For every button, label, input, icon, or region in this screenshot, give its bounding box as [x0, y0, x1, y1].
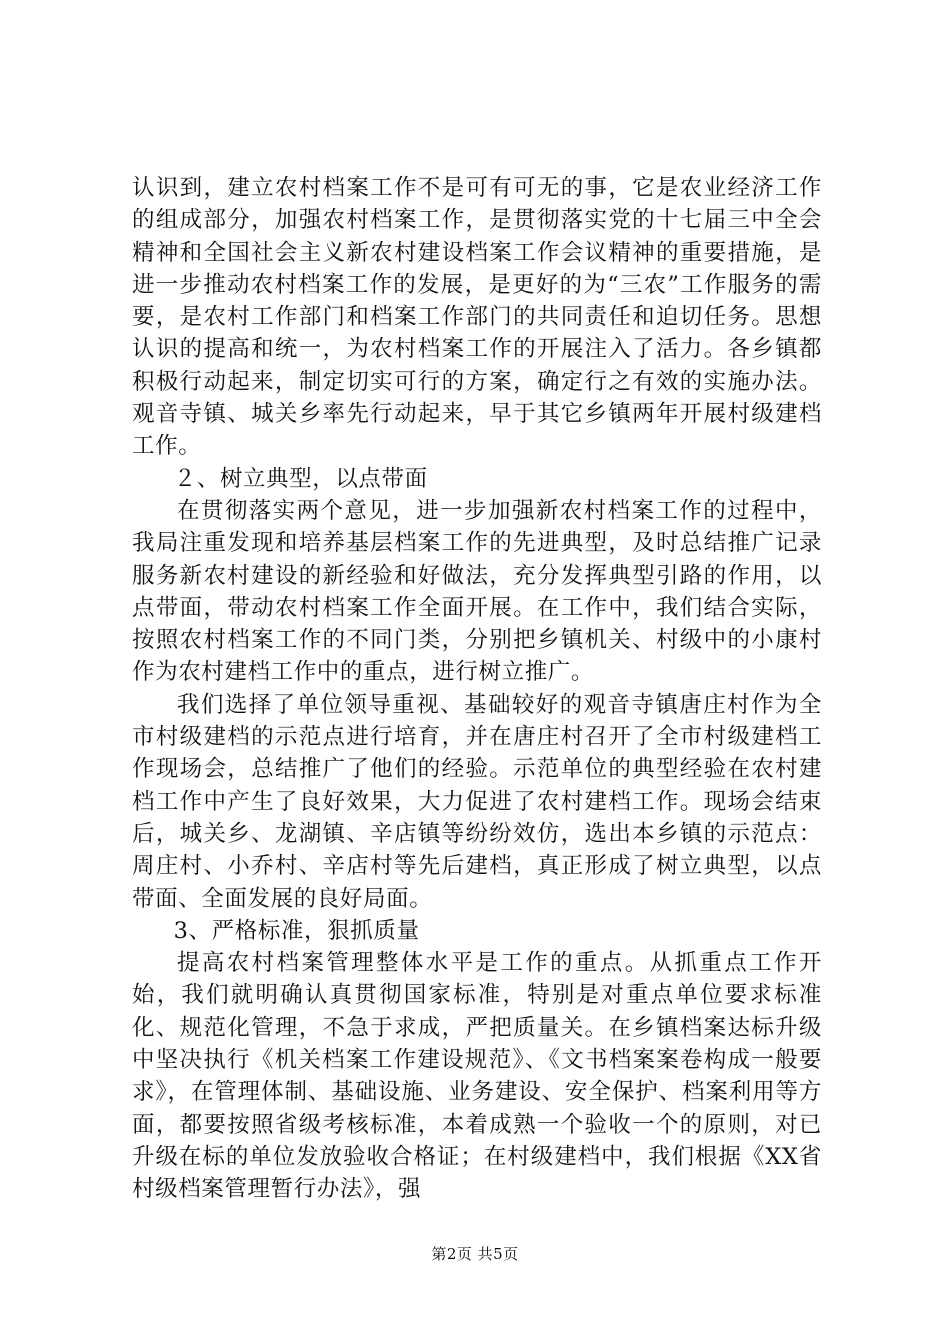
page-number-footer: 第2页 共5页	[431, 1245, 519, 1263]
document-body	[132, 172, 822, 1206]
paragraph-body: 我们选择了单位领导重视、基础较好的观音寺镇唐庄村作为全市村级建档的示范点进行培育，并在唐庄村召开了全市村级建档工作现场会，总结推广了他们的经验。示范单位的典型经验在农村建档工作中产生了良好效果，大力促进了农村建档工作。现场会结束后，城关乡、龙湖镇、辛店镇等纷纷效仿，选出本乡镇的示范点：周庄村、小乔村、辛店村等先后建档，真正形成了树立典型，以点带面、全面发展的良好局面。	[132, 691, 822, 912]
paragraph-body: 在贯彻落实两个意见，进一步加强新农村档案工作的过程中，我局注重发现和培养基层档案工作的先进典型，及时总结推广记录服务新农村建设的新经验和好做法，充分发挥典型引路的作用，以点带面，带动农村档案工作全面开展。在工作中，我们结合实际，按照农村档案工作的不同门类，分别把乡镇机关、村级中的小康村作为农村建档工作中的重点，进行树立推广。	[132, 497, 822, 686]
section-heading-3: 3、严格标准，狠抓质量	[173, 917, 420, 944]
paragraph-continuation: 认识到，建立农村档案工作不是可有可无的事，它是农业经济工作的组成部分，加强农村档案工作，是贯彻落实党的十七届三中全会精神和全国社会主义新农村建设档案工作会议精神的重要措施，是进一步推动农村档案工作的发展，是更好的为“三农”工作服务的需要，是农村工作部门和档案工作部门的共同责任和迫切任务。思想认识的提高和统一，为农村档案工作的开展注入了活力。各乡镇都积极行动起来，制定切实可行的方案，确定行之有效的实施办法。观音寺镇、城关乡率先行动起来，早于其它乡镇两年开展村级建档工作。	[132, 175, 822, 460]
section-heading-2: ２、树立典型，以点带面	[173, 465, 428, 492]
paragraph-body: 提高农村档案管理整体水平是工作的重点。从抓重点工作开始，我们就明确认真贯彻国家标准，特别是对重点单位要求标准化、规范化管理，不急于求成，严把质量关。在乡镇档案达标升级中坚决执行《机关档案工作建设规范》、《文书档案案卷构成一般要求》，在管理体制、基础设施、业务建设、安全保护、档案利用等方面，都要按照省级考核标准，本着成熟一个验收一个的原则，对已升级在标的单位发放验收合格证；在村级建档中，我们根据《XX省村级档案管理暂行办法》，强	[132, 950, 822, 1203]
